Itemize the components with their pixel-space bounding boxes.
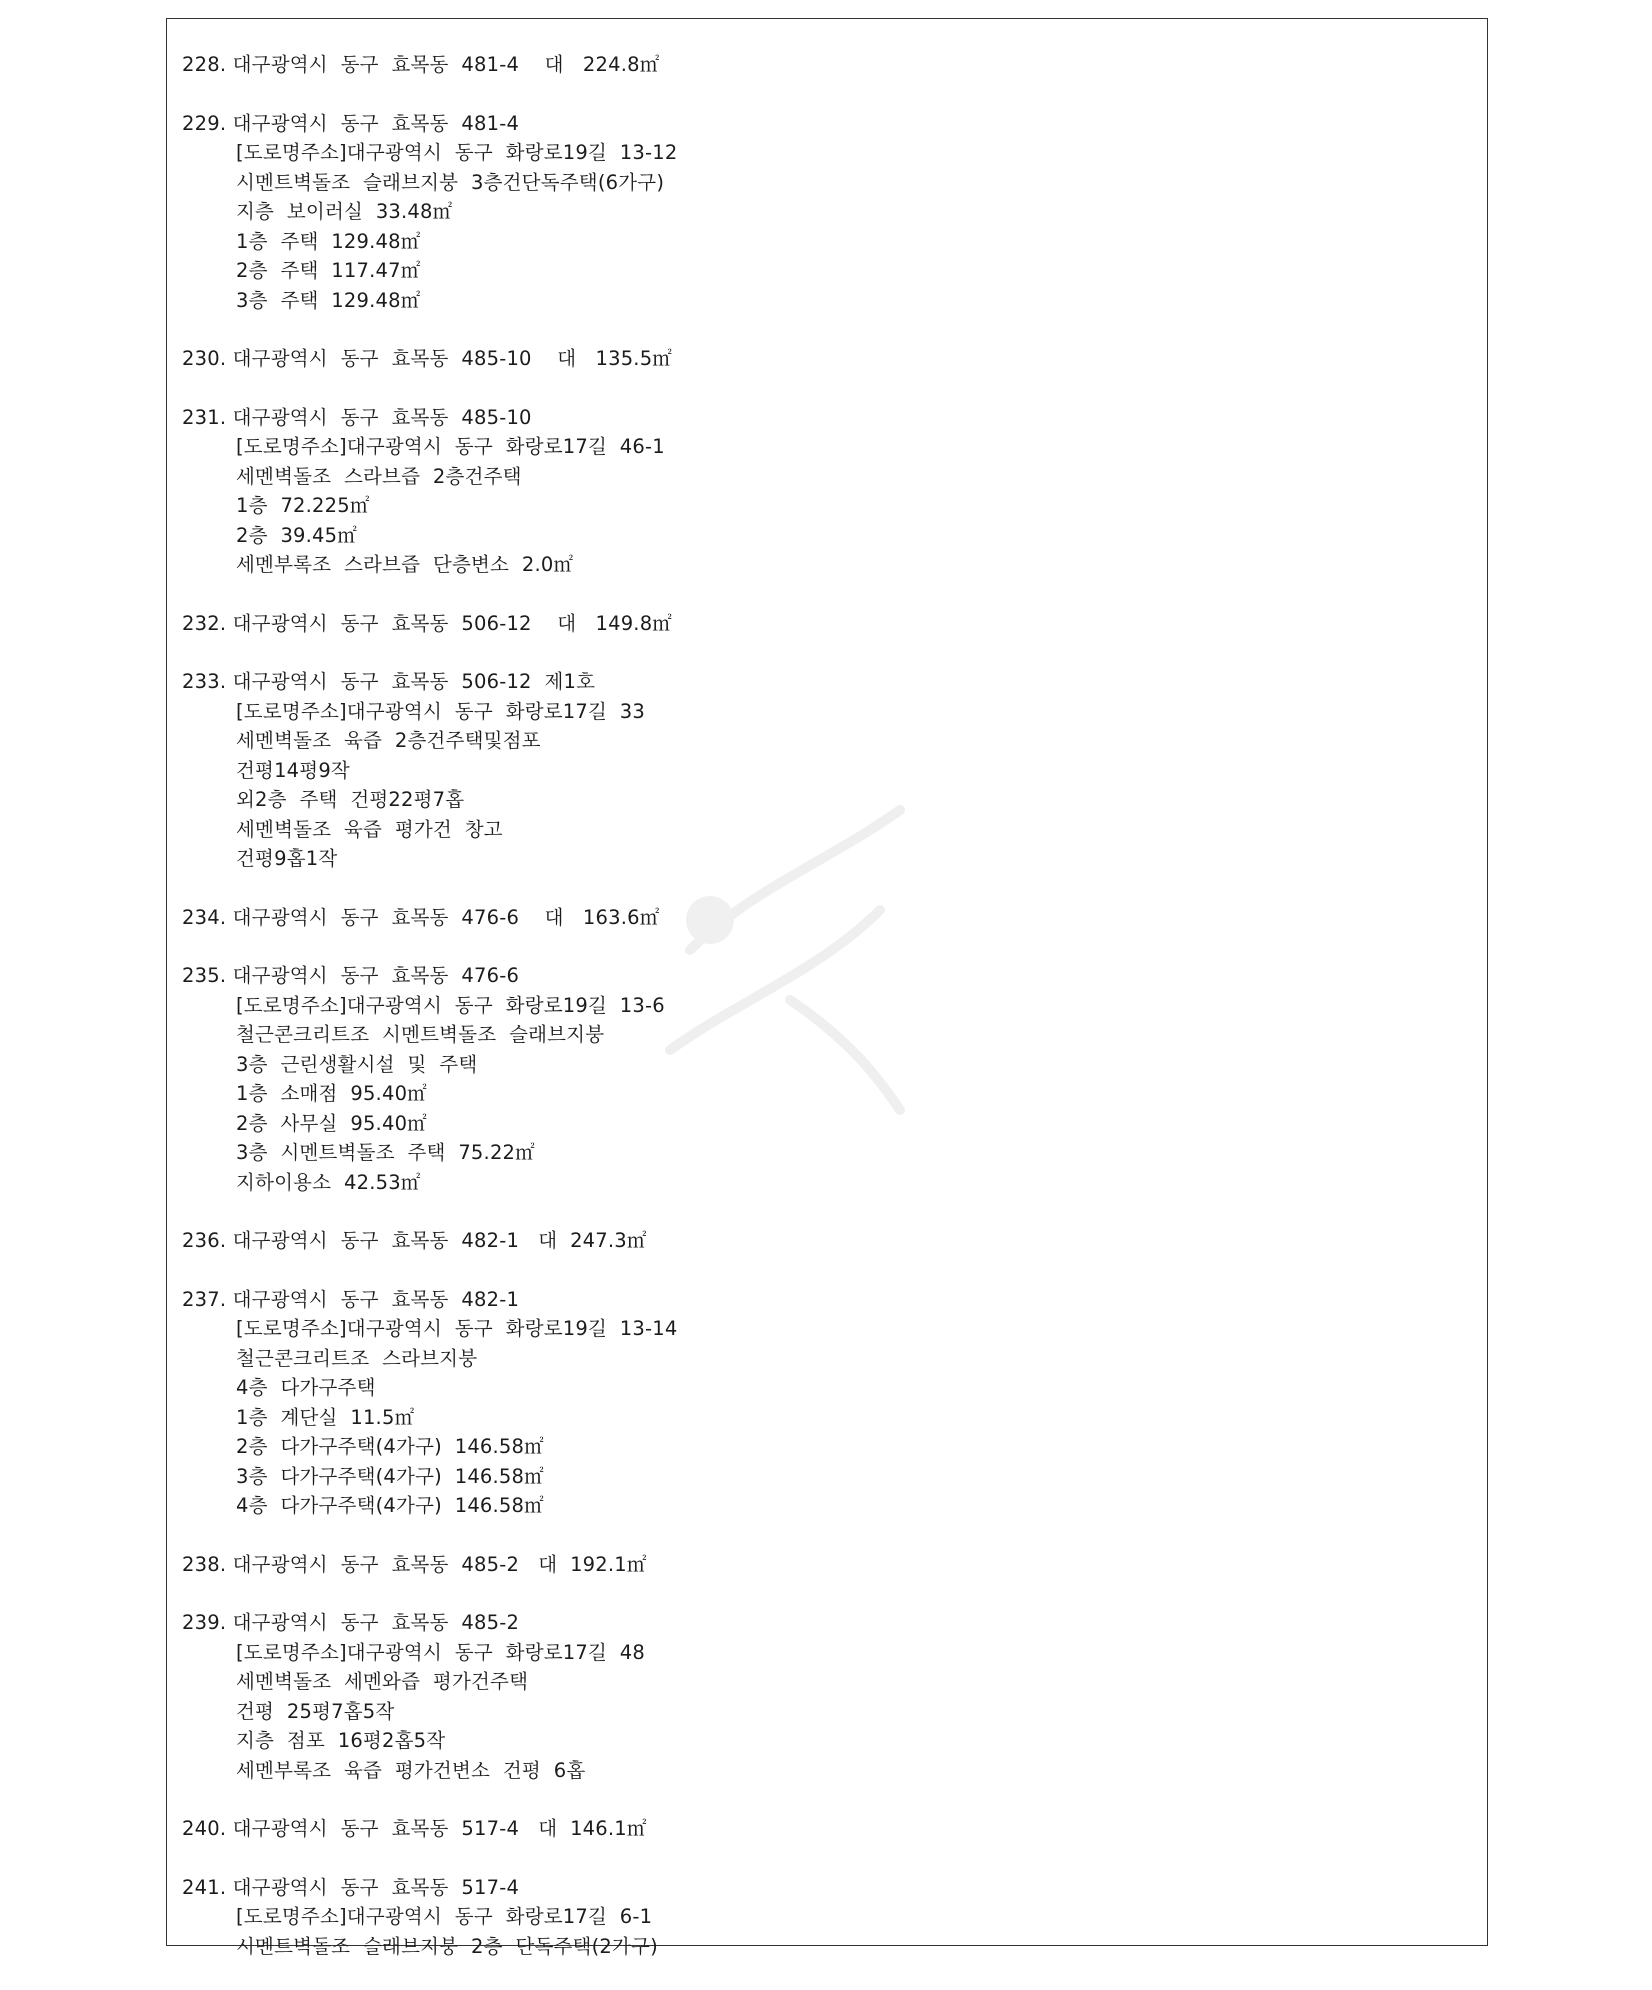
entry-address: 대구광역시 동구 효목동 506-12 대 149.8㎡ bbox=[232, 611, 673, 635]
entry-address: 대구광역시 동구 효목동 506-12 제1호 bbox=[232, 670, 596, 693]
entry-address: 대구광역시 동구 효목동 517-4 대 146.1㎡ bbox=[232, 1817, 647, 1840]
entry-detail-line: 세멘부록조 육즙 평가건변소 건평 6홉 bbox=[236, 1758, 586, 1782]
entry-detail-line: 2층 주택 117.47㎡ bbox=[236, 259, 421, 282]
entry-number: 233. bbox=[182, 670, 227, 693]
entry-detail-line: [도로명주소]대구광역시 동구 화랑로19길 13-14 bbox=[236, 1317, 678, 1340]
entry-address: 대구광역시 동구 효목동 476-6 대 163.6㎡ bbox=[232, 905, 660, 929]
entry-number: 238. bbox=[182, 1552, 227, 1576]
entry-address: 대구광역시 동구 효목동 517-4 bbox=[232, 1875, 520, 1899]
entry-number: 231. bbox=[182, 405, 227, 429]
entry-number: 228. bbox=[182, 53, 227, 76]
entry-number: 230. bbox=[182, 347, 227, 370]
entry-first-line bbox=[182, 961, 1462, 991]
entry-detail-line: 2층 다가구주택(4가구) 146.58㎡ bbox=[236, 1435, 544, 1458]
entry-detail-line: 4층 다가구주택 bbox=[236, 1376, 376, 1399]
entry-number: 232. bbox=[182, 611, 227, 635]
property-entry bbox=[182, 344, 1462, 374]
entry-detail-line: 4층 다가구주택(4가구) 146.58㎡ bbox=[236, 1494, 544, 1517]
entry-detail-line: [도로명주소]대구광역시 동구 화랑로19길 13-6 bbox=[236, 993, 665, 1017]
entry-detail-line: 지층 보이러실 33.48㎡ bbox=[236, 200, 453, 223]
entry-detail-line: 지층 점포 16평2홉5작 bbox=[236, 1729, 446, 1752]
entry-address: 대구광역시 동구 효목동 476-6 bbox=[232, 964, 520, 987]
entry-first-line bbox=[182, 1608, 1462, 1638]
entry-number: 229. bbox=[182, 111, 227, 135]
entry-address: 대구광역시 동구 효목동 482-1 대 247.3㎡ bbox=[232, 1229, 647, 1252]
entry-detail-line: 시멘트벽돌조 슬래브지붕 2층 단독주택(2가구) bbox=[236, 1934, 658, 1958]
property-entry bbox=[182, 50, 1462, 80]
entry-first-line bbox=[182, 344, 1462, 374]
property-entry bbox=[182, 903, 1462, 933]
property-entry bbox=[182, 1285, 1462, 1521]
entry-detail-line: 세멘부록조 스라브즙 단층변소 2.0㎡ bbox=[236, 553, 574, 576]
entry-number: 235. bbox=[182, 964, 227, 987]
entry-first-line bbox=[182, 109, 1462, 139]
entry-number: 237. bbox=[182, 1287, 227, 1311]
entry-number: 240. bbox=[182, 1817, 227, 1840]
entry-detail-line: 1층 주택 129.48㎡ bbox=[236, 229, 421, 253]
property-entry bbox=[182, 667, 1462, 874]
property-entry bbox=[182, 609, 1462, 639]
entry-detail-line: 2층 사무실 95.40㎡ bbox=[236, 1111, 427, 1135]
entry-detail-line: 건평9홉1작 bbox=[236, 847, 338, 870]
entry-number: 234. bbox=[182, 905, 227, 929]
entry-detail-line: 세멘벽돌조 세멘와즙 평가건주택 bbox=[236, 1670, 529, 1693]
entry-detail-line: 세멘벽돌조 육즙 평가건 창고 bbox=[236, 817, 503, 841]
property-entry bbox=[182, 1608, 1462, 1785]
entry-detail-line: 철근콘크리트조 시멘트벽돌조 슬래브지붕 bbox=[236, 1023, 605, 1046]
entry-first-line bbox=[182, 667, 1462, 697]
entry-address: 대구광역시 동구 효목동 481-4 bbox=[232, 111, 520, 135]
entry-first-line bbox=[182, 609, 1462, 639]
entry-address: 대구광역시 동구 효목동 485-10 대 135.5㎡ bbox=[232, 347, 673, 370]
entry-detail-line: 3층 주택 129.48㎡ bbox=[236, 288, 421, 312]
entry-number: 239. bbox=[182, 1611, 227, 1634]
entry-address: 대구광역시 동구 효목동 485-10 bbox=[232, 405, 532, 429]
entry-detail-line: 1층 계단실 11.5㎡ bbox=[236, 1405, 415, 1429]
entry-detail-line: 건평14평9작 bbox=[236, 758, 350, 782]
entry-detail-line: 세멘벽돌조 육즙 2층건주택및점포 bbox=[236, 729, 541, 752]
entry-detail-line: 지하이용소 42.53㎡ bbox=[236, 1170, 421, 1194]
entry-detail-line: [도로명주소]대구광역시 동구 화랑로17길 48 bbox=[236, 1640, 646, 1664]
property-entry bbox=[182, 961, 1462, 1197]
entry-first-line bbox=[182, 1285, 1462, 1315]
property-entry bbox=[182, 1814, 1462, 1844]
property-entry bbox=[182, 1226, 1462, 1256]
entry-detail-line: 2층 39.45㎡ bbox=[236, 523, 357, 547]
property-entry bbox=[182, 1550, 1462, 1580]
property-entry bbox=[182, 403, 1462, 580]
entry-detail-line: 3층 근린생활시설 및 주택 bbox=[236, 1052, 478, 1076]
entry-address: 대구광역시 동구 효목동 481-4 대 224.8㎡ bbox=[232, 53, 660, 76]
entry-address: 대구광역시 동구 효목동 485-2 대 192.1㎡ bbox=[232, 1552, 647, 1576]
entry-address: 대구광역시 동구 효목동 485-2 bbox=[232, 1611, 520, 1634]
property-list bbox=[182, 50, 1462, 1990]
entry-first-line bbox=[182, 403, 1462, 433]
entry-detail-line: 철근콘크리트조 스라브지붕 bbox=[236, 1346, 478, 1370]
entry-detail-line: 1층 72.225㎡ bbox=[236, 494, 370, 517]
entry-detail-line: 외2층 주택 건평22평7홉 bbox=[236, 788, 465, 811]
entry-first-line bbox=[182, 1550, 1462, 1580]
entry-first-line bbox=[182, 50, 1462, 80]
entry-detail-line: [도로명주소]대구광역시 동구 화랑로17길 33 bbox=[236, 699, 646, 723]
entry-first-line bbox=[182, 1873, 1462, 1903]
entry-first-line bbox=[182, 903, 1462, 933]
entry-detail-line: [도로명주소]대구광역시 동구 화랑로17길 46-1 bbox=[236, 435, 665, 458]
entry-first-line bbox=[182, 1814, 1462, 1844]
entry-detail-line: 건평 25평7홉5작 bbox=[236, 1699, 395, 1723]
entry-detail-line: 시멘트벽돌조 슬래브지붕 3층건단독주택(6가구) bbox=[236, 170, 665, 194]
entry-detail-line: [도로명주소]대구광역시 동구 화랑로19길 13-12 bbox=[236, 141, 678, 164]
entry-detail-line: [도로명주소]대구광역시 동구 화랑로17길 6-1 bbox=[236, 1905, 653, 1928]
entry-first-line bbox=[182, 1226, 1462, 1256]
entry-number: 241. bbox=[182, 1875, 227, 1899]
entry-detail-line: 3층 시멘트벽돌조 주택 75.22㎡ bbox=[236, 1141, 535, 1164]
entry-detail-line: 3층 다가구주택(4가구) 146.58㎡ bbox=[236, 1464, 544, 1488]
entry-detail-line: 세멘벽돌조 스라브즙 2층건주택 bbox=[236, 464, 522, 488]
entry-address: 대구광역시 동구 효목동 482-1 bbox=[232, 1287, 520, 1311]
entry-detail-line: 1층 소매점 95.40㎡ bbox=[236, 1082, 427, 1105]
entry-number: 236. bbox=[182, 1229, 227, 1252]
property-entry bbox=[182, 109, 1462, 316]
property-entry bbox=[182, 1873, 1462, 1962]
